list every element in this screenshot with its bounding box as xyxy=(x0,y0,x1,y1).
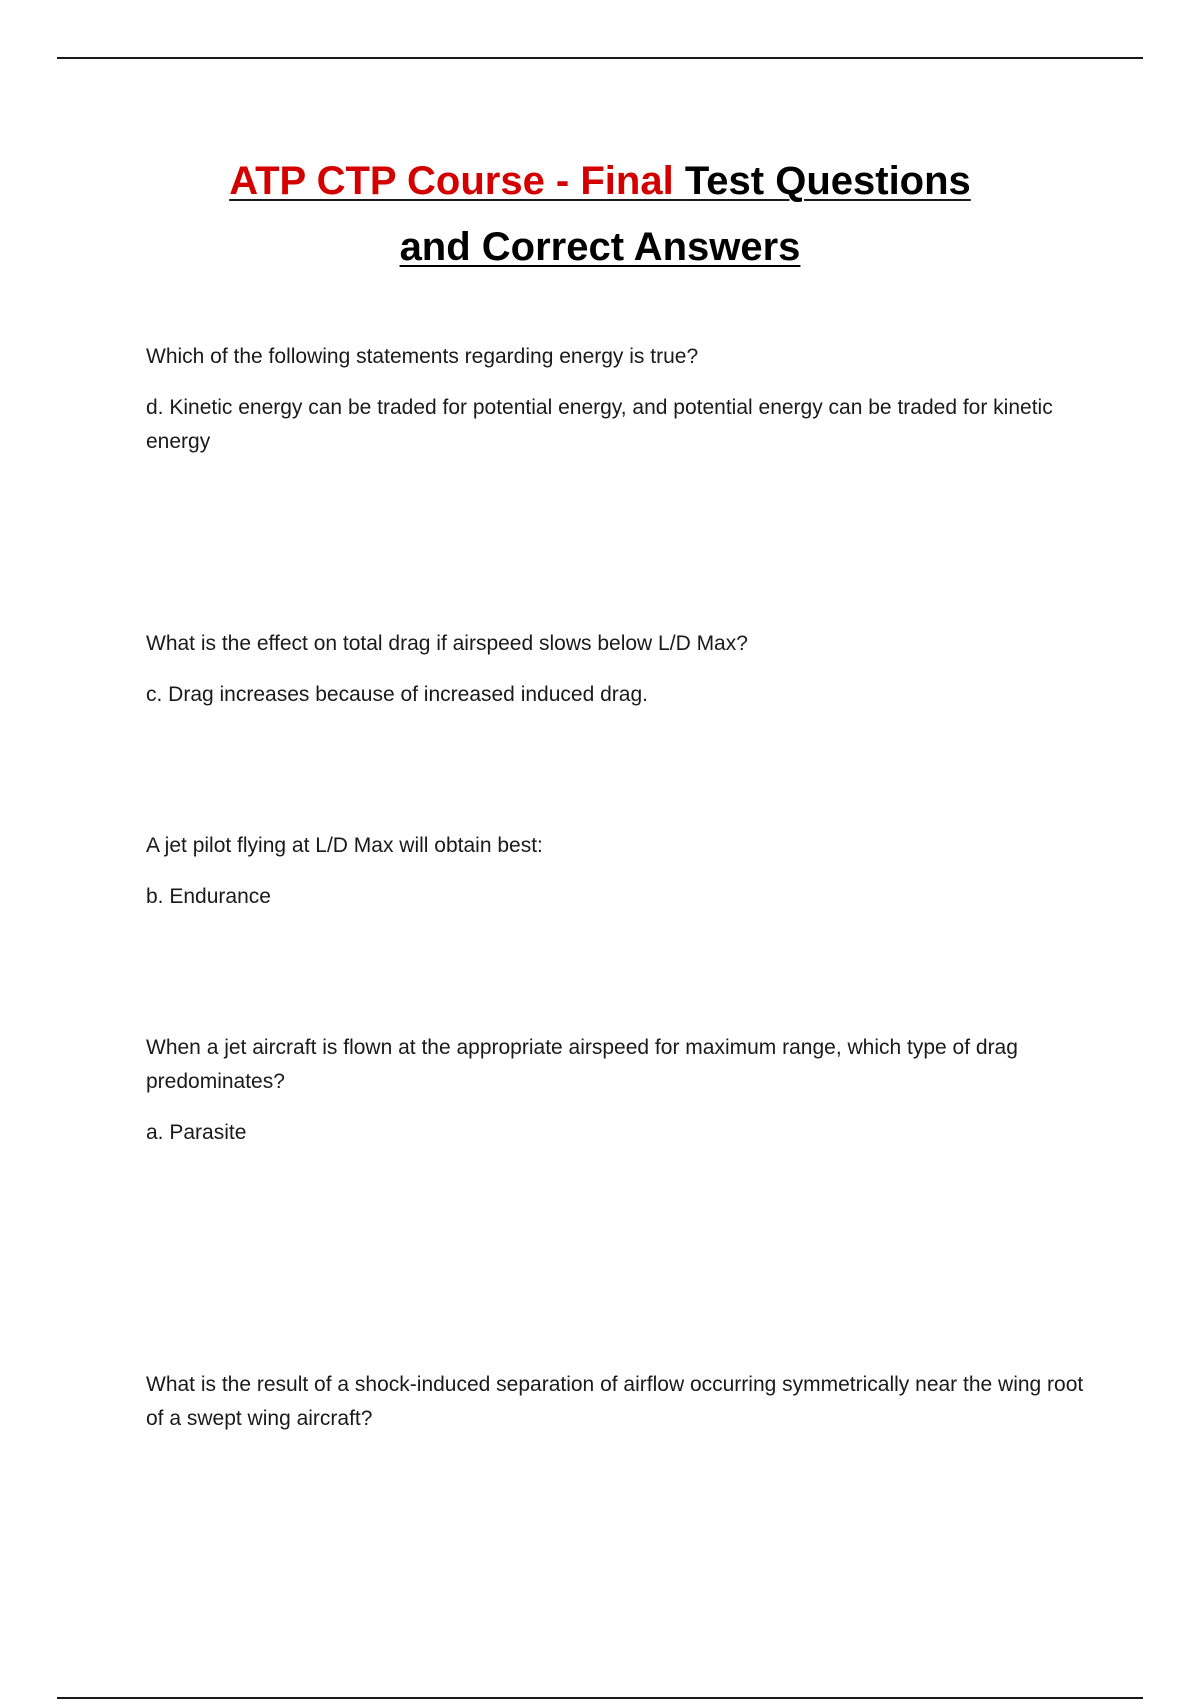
title-red-part: ATP CTP Course - Final xyxy=(229,159,685,203)
qa-item-1 xyxy=(146,340,1096,476)
page-title xyxy=(0,148,1200,280)
answer-1: d. Kinetic energy can be traded for potential energy, and potential energy can be traded for kinetic energy xyxy=(146,396,1053,453)
question-5: What is the result of a shock-induced separation of airflow occurring symmetrically near the wing root of a swept wing aircraft? xyxy=(146,1373,1084,1430)
title-black-part: Test Questions xyxy=(684,159,971,203)
qa-item-3 xyxy=(146,829,1096,931)
title-line-2: and Correct Answers xyxy=(399,225,801,269)
question-1: Which of the following statements regarding energy is true? xyxy=(146,345,699,368)
top-rule xyxy=(57,57,1143,59)
answer-4: a. Parasite xyxy=(146,1121,247,1144)
title-line-1 xyxy=(229,159,971,203)
qa-item-5 xyxy=(146,1368,1096,1453)
qa-item-4 xyxy=(146,1031,1096,1167)
bottom-rule xyxy=(57,1697,1143,1699)
qa-item-2 xyxy=(146,627,1096,729)
answer-2: c. Drag increases because of increased induced drag. xyxy=(146,683,648,706)
question-3: A jet pilot flying at L/D Max will obtain best: xyxy=(146,834,543,857)
question-4: When a jet aircraft is flown at the appropriate airspeed for maximum range, which type of drag predominates? xyxy=(146,1036,1018,1093)
question-2: What is the effect on total drag if airspeed slows below L/D Max? xyxy=(146,632,748,655)
answer-3: b. Endurance xyxy=(146,885,271,908)
